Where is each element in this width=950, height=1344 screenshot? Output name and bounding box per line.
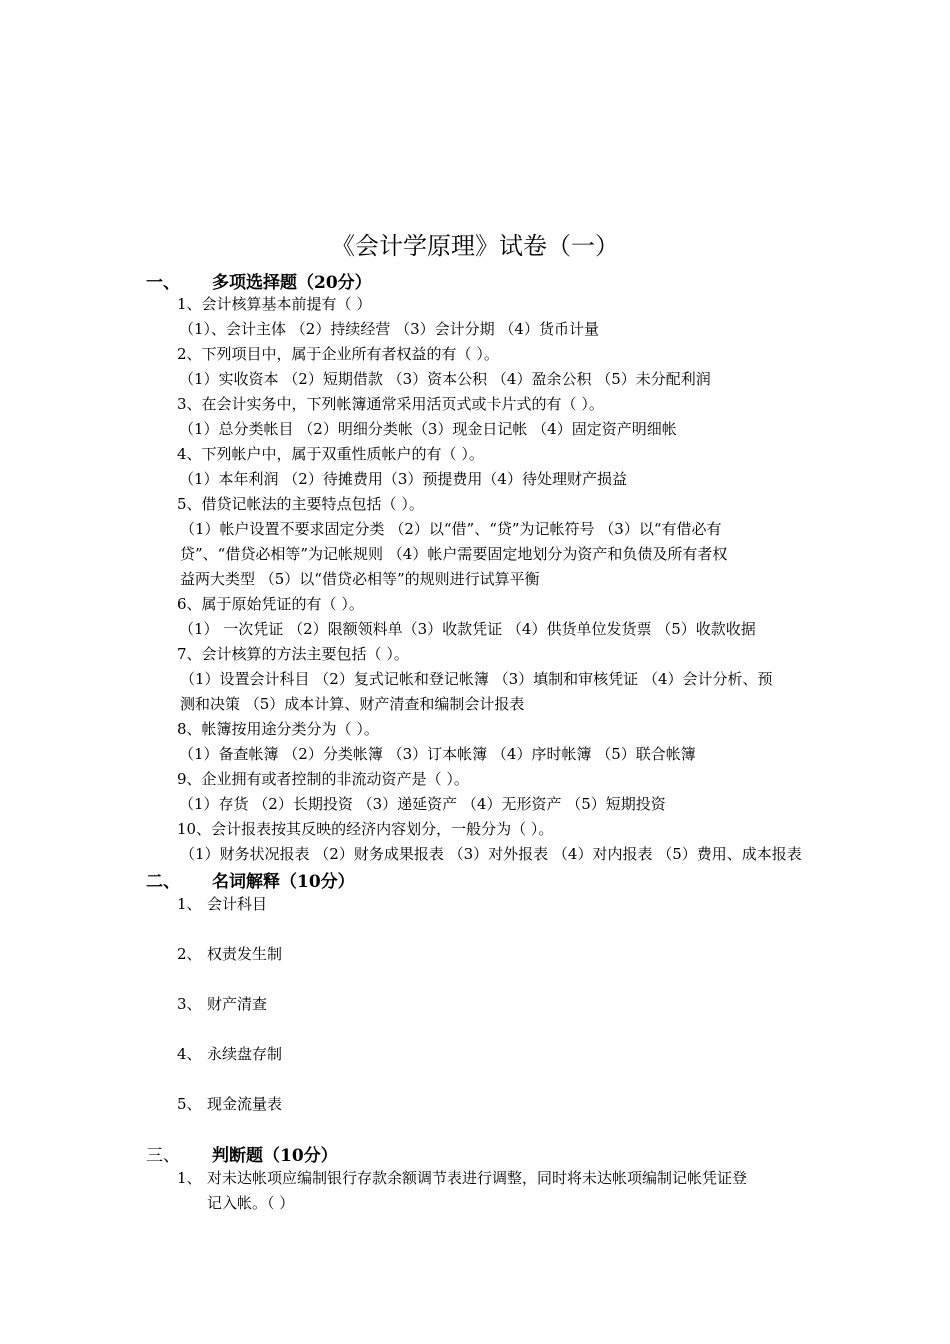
question-options: （1）本年利润 （2）待摊费用（3）预提费用（4）待处理财产损益 <box>179 470 627 488</box>
question-options: （1）、会计主体 （2）持续经营 （3）会计分期 （4）货币计量 <box>179 320 599 338</box>
question: 6、属于原始凭证的有（ ）。 <box>177 595 364 613</box>
question-options: （1）总分类帐目 （2）明细分类帐（3）现金日记帐 （4）固定资产明细帐 <box>179 420 677 438</box>
question-options: （1） 一次凭证 （2）限额领料单（3）收款凭证 （4）供货单位发货票 （5）收款收据 <box>179 620 756 638</box>
question: 9、企业拥有或者控制的非流动资产是（ ）。 <box>177 770 469 788</box>
section-heading-terms: 二、 名词解释（10分） <box>146 872 355 892</box>
question-options: 测和决策 （5）成本计算、财产清查和编制会计报表 <box>180 695 525 713</box>
question-options: 益两大类型 （5）以“借贷必相等”的规则进行试算平衡 <box>180 570 540 588</box>
question-options: （1）备查帐簿 （2）分类帐簿 （3）订本帐簿 （4）序时帐簿 （5）联合帐簿 <box>179 745 696 763</box>
term-item: 5、 现金流量表 <box>177 1095 283 1113</box>
section-heading-mcq: 一、 多项选择题（20分） <box>146 273 372 293</box>
question-options: （1）实收资本 （2）短期借款 （3）资本公积 （4）盈余公积 （5）未分配利润 <box>179 370 711 388</box>
judge-item: 1、 对未达帐项应编制银行存款余额调节表进行调整，同时将未达帐项编制记帐凭证登 <box>177 1169 748 1187</box>
question: 2、下列项目中，属于企业所有者权益的有（ ）。 <box>177 345 499 363</box>
question: 3、在会计实务中，下列帐簿通常采用活页式或卡片式的有（ ）。 <box>177 395 604 413</box>
term-item: 3、 财产清查 <box>177 995 268 1013</box>
term-item: 1、 会计科目 <box>177 895 268 913</box>
question: 10、会计报表按其反映的经济内容划分，一般分为（ ）。 <box>177 820 554 838</box>
question-options: 贷”、“借贷必相等”为记帐规则 （4）帐户需要固定地划分为资产和负债及所有者权 <box>180 545 728 563</box>
question: 4、下列帐户中，属于双重性质帐户的有（ ）。 <box>177 445 484 463</box>
question-options: （1）设置会计科目 （2）复式记帐和登记帐簿 （3）填制和审核凭证 （4）会计分析、预 <box>180 670 773 688</box>
term-item: 2、 权责发生制 <box>177 945 283 963</box>
question-options: （1）帐户设置不要求固定分类 （2）以“借”、“贷”为记帐符号 （3）以“有借必有 <box>180 520 722 538</box>
question: 7、会计核算的方法主要包括（ ）。 <box>177 645 409 663</box>
question-options: （1）财务状况报表 （2）财务成果报表 （3）对外报表 （4）对内报表 （5）费用、成本报表 <box>180 845 802 863</box>
question: 5、借贷记帐法的主要特点包括（ ）。 <box>177 495 424 513</box>
question: 8、帐簿按用途分类分为（ ）。 <box>177 720 379 738</box>
term-item: 4、 永续盘存制 <box>177 1045 283 1063</box>
question-options: （1）存货 （2）长期投资 （3）递延资产 （4）无形资产 （5）短期投资 <box>179 795 666 813</box>
judge-item-continuation: 记入帐。（ ） <box>207 1194 295 1212</box>
section-heading-judge: 三、 判断题（10分） <box>146 1146 338 1166</box>
exam-title: 《会计学原理》试卷（一） <box>331 232 619 260</box>
question: 1、会计核算基本前提有（ ） <box>177 295 372 313</box>
